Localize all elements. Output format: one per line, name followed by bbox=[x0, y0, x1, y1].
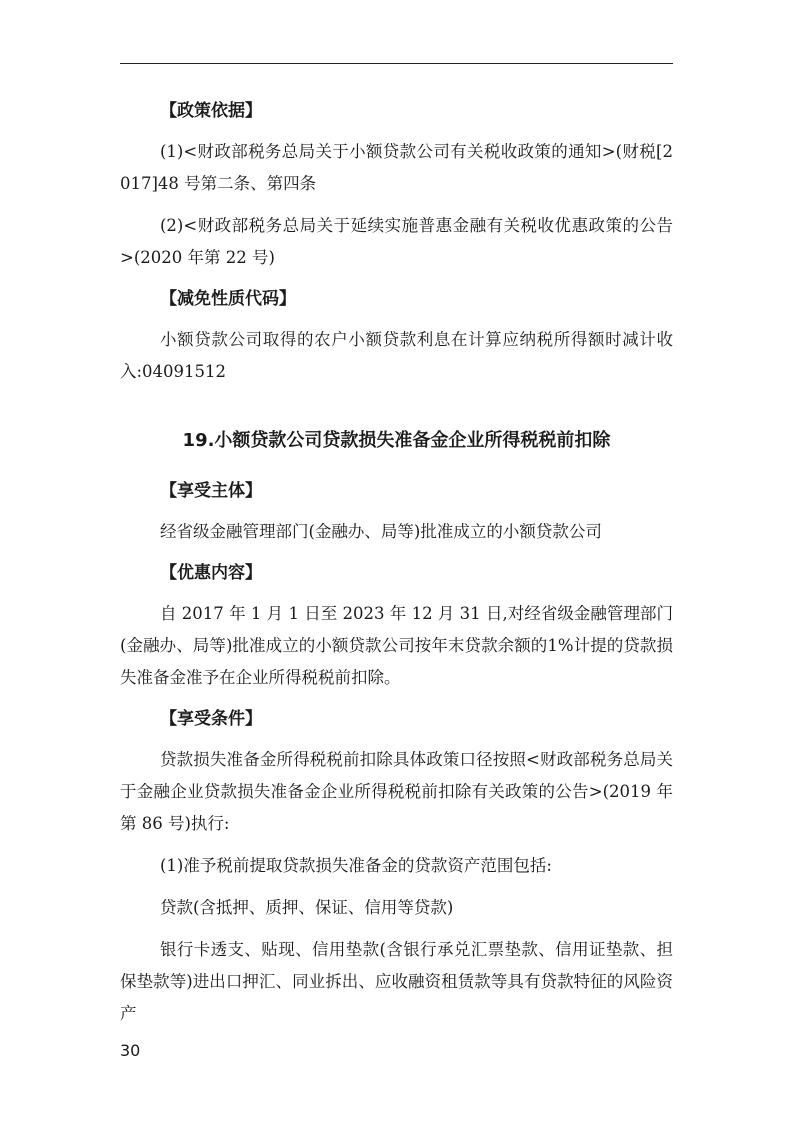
preferential-content-text: 自 2017 年 1 月 1 日至 2023 年 12 月 31 日,对经省级金融管理部门(金融办、局等)批准成立的小额贷款公司按年末贷款余额的1%计提的贷款损失准备金准予在企业所得税税前扣除。 bbox=[120, 604, 673, 687]
header-rule bbox=[120, 63, 673, 64]
beneficiary-heading: 【享受主体】 bbox=[160, 481, 262, 501]
policy-basis-item-1: (1)<财政部税务总局关于小额贷款公司有关税收政策的通知>(财税[2017]48 号第二条、第四条 bbox=[120, 142, 673, 193]
exemption-code-text: 小额贷款公司取得的农户小额贷款利息在计算应纳税所得额时减计收入:04091512 bbox=[120, 330, 673, 381]
conditions-paragraph-3: 贷款(含抵押、质押、保证、信用等贷款) bbox=[160, 898, 454, 917]
conditions-paragraph-4: 银行卡透支、贴现、信用垫款(含银行承兑汇票垫款、信用证垫款、担保垫款等)进出口押汇、同业拆出、应收融资租赁款等具有贷款特征的风险资产 bbox=[120, 940, 673, 1023]
beneficiary-text: 经省级金融管理部门(金融办、局等)批准成立的小额贷款公司 bbox=[160, 522, 602, 541]
preferential-content-heading: 【优惠内容】 bbox=[160, 563, 262, 583]
exemption-code-heading: 【减免性质代码】 bbox=[160, 289, 296, 309]
conditions-paragraph-1: 贷款损失准备金所得税税前扣除具体政策口径按照<财政部税务总局关于金融企业贷款损失准备金企业所得税税前扣除有关政策的公告>(2019 年第 86 号)执行: bbox=[120, 750, 673, 833]
conditions-paragraph-2: (1)准予税前提取贷款损失准备金的贷款资产范围包括: bbox=[160, 856, 552, 875]
item-19-title: 19.小额贷款公司贷款损失准备金企业所得税税前扣除 bbox=[182, 430, 611, 451]
page-number: 30 bbox=[120, 1041, 141, 1060]
policy-basis-item-2: (2)<财政部税务总局关于延续实施普惠金融有关税收优惠政策的公告>(2020 年第 22 号) bbox=[120, 216, 673, 267]
policy-basis-heading: 【政策依据】 bbox=[160, 101, 262, 121]
page-content bbox=[120, 96, 673, 1040]
conditions-heading: 【享受条件】 bbox=[160, 709, 262, 729]
